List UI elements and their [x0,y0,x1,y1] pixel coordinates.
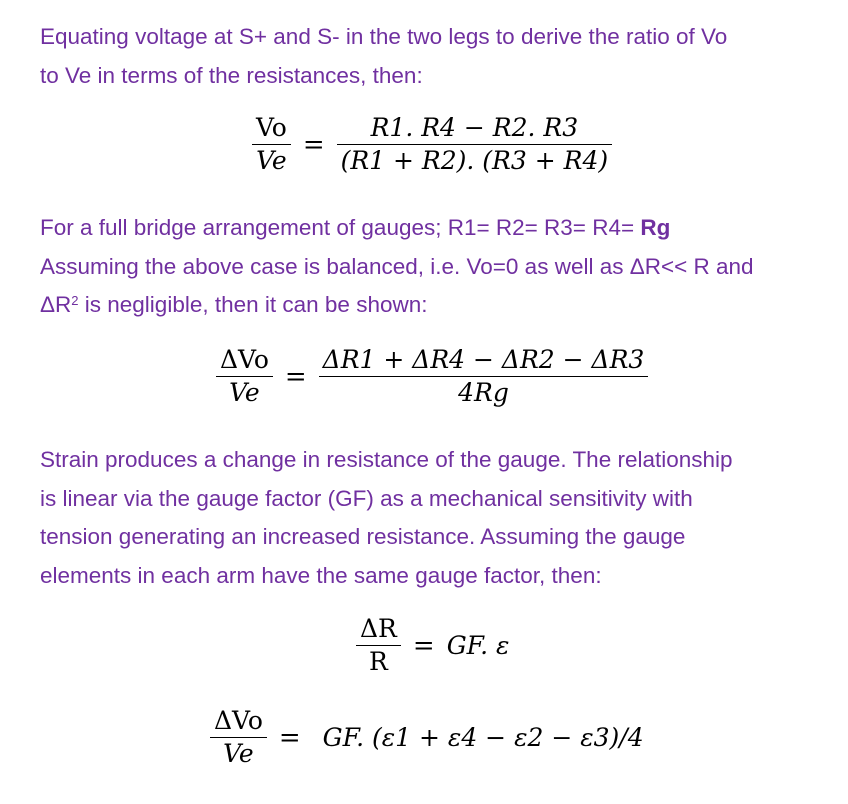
eq1-rhs-numerator: R1. R4 − R2. R3 [370,113,579,142]
full-bridge-paragraph [40,209,754,325]
eq1-lhs-numerator: Vo [256,113,287,142]
eq4-lhs-fraction [210,705,267,770]
superscript-2: 2 [71,293,79,308]
eq4-rhs: GF. (ε1 + ε4 − ε2 − ε3)/4 [322,723,644,752]
eq4-lhs-denominator: Ve [223,739,254,768]
eq1-rhs-fraction [337,112,613,177]
equals-sign: = [302,129,325,160]
equals-sign: = [284,361,307,392]
intro-line-1: Equating voltage at S+ and S- in the two legs to derive the ratio of Vo [40,24,728,49]
eq2-rhs-numerator: ΔR1 + ΔR4 − ΔR2 − ΔR3 [322,345,645,374]
eq2-lhs-numerator: ΔVo [220,345,269,374]
equation-voltage-ratio [252,112,612,177]
equation-delta-vo [216,344,648,409]
full-bridge-line-1 [40,209,754,248]
eq3-lhs-numerator: ΔR [360,614,397,643]
full-bridge-line-1-text: For a full bridge arrangement of gauges; R1= R2= R3= R4= [40,215,641,240]
strain-line-2: is linear via the gauge factor (GF) as a mechanical sensitivity with [40,485,693,511]
strain-paragraph [40,441,733,595]
rg-bold-label: Rg [640,215,671,240]
eq2-lhs-denominator: Ve [229,378,260,407]
eq1-rhs-denominator: (R1 + R2). (R3 + R4) [340,146,609,175]
full-bridge-line-3 [40,286,754,325]
strain-line-3: tension generating an increased resistance. Assuming the gauge [40,524,686,549]
equation-strain-output [210,705,644,770]
eq3-lhs-denominator: R [369,647,388,676]
intro-paragraph [40,18,727,95]
intro-line-2: to Ve in terms of the resistances, then: [40,62,423,88]
eq2-rhs-denominator: 4Rg [458,378,509,407]
full-bridge-line-2: Assuming the above case is balanced, i.e. Vo=0 as well as ΔR<< R and [40,253,754,279]
strain-line-1: Strain produces a change in resistance of the gauge. The relationship [40,447,733,472]
eq4-lhs-numerator: ΔVo [214,706,263,735]
strain-line-4: elements in each arm have the same gauge factor, then: [40,562,602,588]
equation-gauge-factor [356,613,509,678]
eq2-rhs-fraction [319,344,649,409]
equals-sign: = [412,630,435,661]
full-bridge-line-3-text: is negligible, then it can be shown: [78,292,428,317]
eq1-lhs-fraction [252,112,291,177]
delta-r-text: ΔR [40,292,72,317]
eq3-rhs: GF. ε [446,631,510,660]
eq2-lhs-fraction [216,344,273,409]
eq3-lhs-fraction [356,613,401,678]
eq1-lhs-denominator: Ve [256,146,287,175]
equals-sign: = [278,722,301,753]
